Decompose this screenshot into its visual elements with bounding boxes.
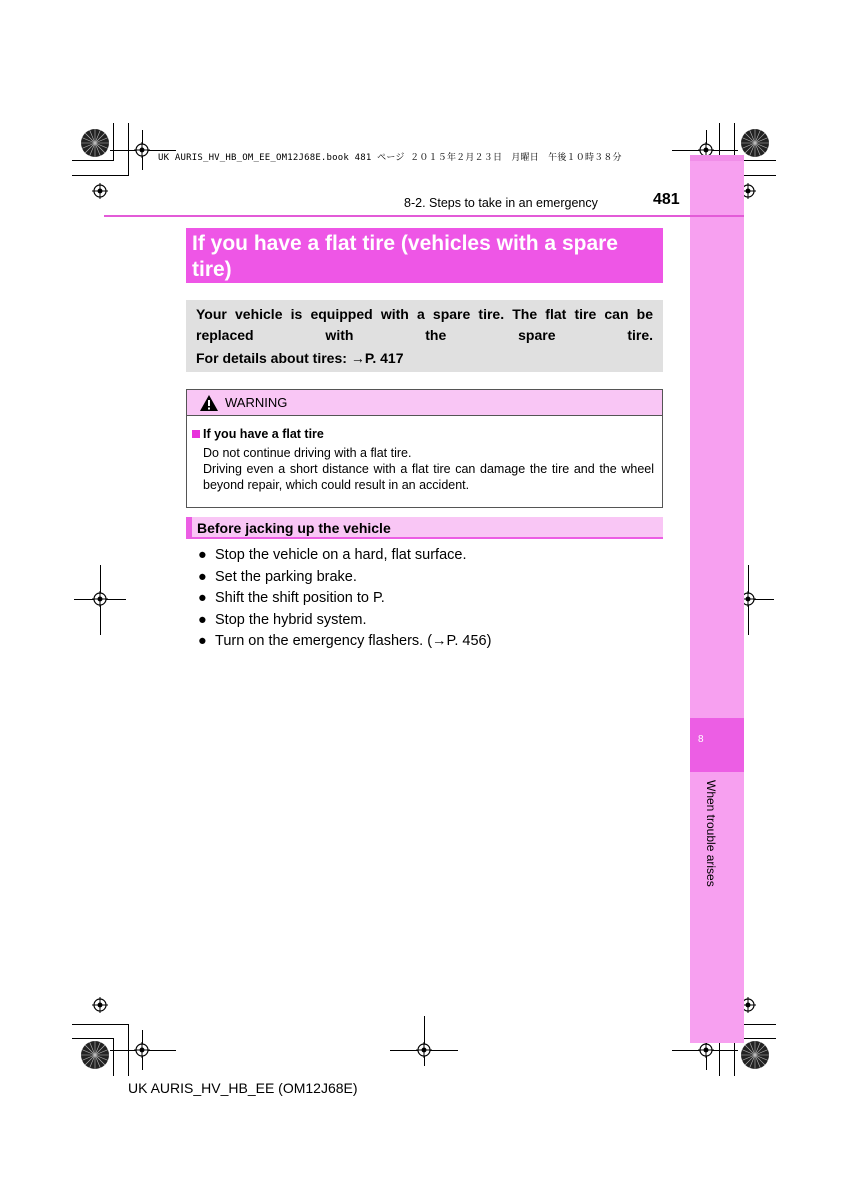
list-item: ● Turn on the emergency flashers. (→P. 456) [198,631,491,653]
header-divider [104,215,744,217]
registration-mark-icon [134,1042,150,1058]
crop-mark [424,1016,425,1066]
crop-mark [113,123,114,161]
bullet-icon: ● [198,611,207,628]
registration-mark-icon [134,142,150,158]
page-number: 481 [653,191,680,208]
list-item: ● Stop the hybrid system. [198,610,491,632]
intro-paragraph: Your vehicle is equipped with a spare tire. The flat tire can be replaced with the spare tire. [196,306,653,343]
warning-header [187,390,662,416]
chapter-title: When trouble arises [704,780,718,887]
step-list [198,545,491,653]
registration-mark-icon [92,997,108,1013]
chapter-tab[interactable] [690,718,744,772]
heading-accent [186,517,192,539]
starburst-mark-icon [740,128,770,158]
side-tab-cap [690,155,744,161]
side-tab [690,155,744,1043]
warning-subheading: If you have a flat tire [203,427,324,441]
page-title: If you have a flat tire (vehicles with a spare tire) [186,228,663,283]
starburst-mark-icon [80,1040,110,1070]
bullet-icon: ● [198,547,207,563]
bullet-icon: ● [198,590,207,606]
crop-mark [72,175,129,176]
registration-mark-icon [92,591,108,607]
warning-line: Driving even a short distance with a flat tire can damage the tire and the wheel beyond repair, which could result in an accident. [203,462,654,492]
bullet-icon: ● [198,568,207,585]
details-page-link[interactable]: P. 417 [364,350,404,366]
starburst-mark-icon [740,1040,770,1070]
intro-box [186,300,663,372]
warning-label: WARNING [225,395,288,410]
bullet-icon: ● [198,633,207,649]
warning-body [203,445,654,493]
section-heading-bar [186,517,663,539]
warning-triangle-icon [199,394,219,412]
registration-mark-icon [698,1042,714,1058]
list-item: ● Shift the shift position to P. [198,588,491,610]
crop-mark [72,160,114,161]
registration-mark-icon [416,1042,432,1058]
crop-mark [734,1038,735,1076]
intro-details [196,348,653,369]
header-section-title: 8-2. Steps to take in an emergency [404,196,598,210]
print-imprint: UK AURIS_HV_HB_OM_EE_OM12J68E.book 481 ページ ２０１５年２月２３日 月曜日 午後１０時３８分 [158,153,622,163]
arrow-icon: → [350,350,365,366]
warning-line: Do not continue driving with a flat tire. [203,446,412,460]
list-item: ● Stop the vehicle on a hard, flat surface. [198,545,491,567]
crop-mark [72,1038,114,1039]
section-heading: Before jacking up the vehicle [197,520,391,536]
registration-mark-icon [92,183,108,199]
chapter-number: 8 [698,734,704,745]
details-prefix: For details about tires: [196,350,351,366]
crop-mark [72,1024,129,1025]
list-item: ● Set the parking brake. [198,567,491,589]
square-bullet-icon [192,430,200,438]
crop-mark [113,1038,114,1076]
starburst-mark-icon [80,128,110,158]
footer-model-code: UK AURIS_HV_HB_EE (OM12J68E) [128,1080,358,1096]
warning-box [186,389,663,508]
crop-mark [128,123,129,175]
